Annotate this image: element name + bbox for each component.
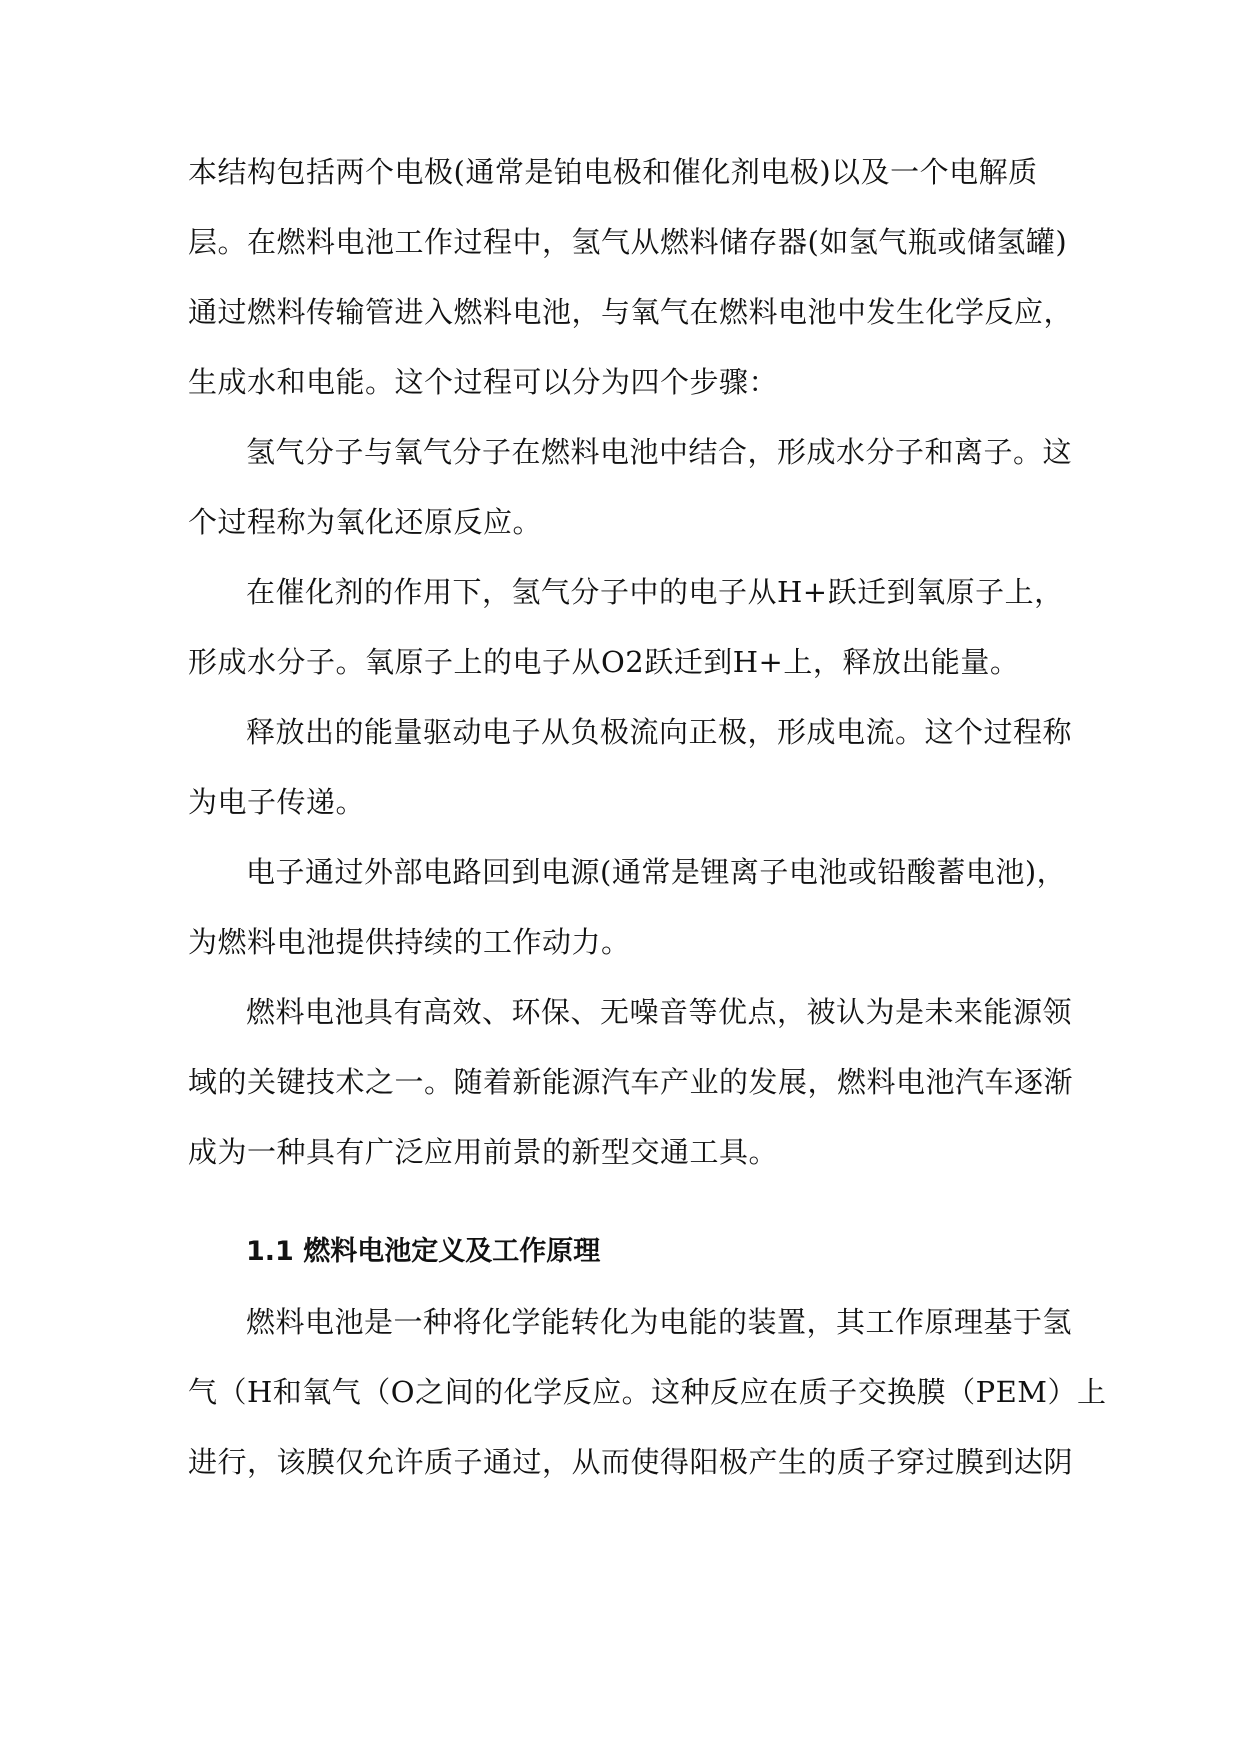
body-line: 进行，该膜仅允许质子通过，从而使得阳极产生的质子穿过膜到达阴 bbox=[188, 1445, 1074, 1479]
section-heading: 1.1 燃料电池定义及工作原理 bbox=[246, 1236, 601, 1267]
body-line: 成为一种具有广泛应用前景的新型交通工具。 bbox=[188, 1135, 779, 1169]
body-line: 生成水和电能。这个过程可以分为四个步骤： bbox=[188, 365, 779, 399]
body-line: 个过程称为氧化还原反应。 bbox=[188, 505, 543, 539]
paragraph-first-line: 燃料电池是一种将化学能转化为电能的装置，其工作原理基于氢 bbox=[246, 1305, 1073, 1339]
paragraph-first-line: 在催化剂的作用下，氢气分子中的电子从H+跃迁到氧原子上， bbox=[246, 575, 1064, 609]
body-line: 气（H和氧气（O之间的化学反应。这种反应在质子交换膜（PEM）上 bbox=[188, 1375, 1107, 1409]
paragraph-first-line: 氢气分子与氧气分子在燃料电池中结合，形成水分子和离子。这 bbox=[246, 435, 1073, 469]
paragraph-first-line: 燃料电池具有高效、环保、无噪音等优点，被认为是未来能源领 bbox=[246, 995, 1073, 1029]
body-line: 为电子传递。 bbox=[188, 785, 366, 819]
paragraph-first-line: 电子通过外部电路回到电源(通常是锂离子电池或铅酸蓄电池)， bbox=[246, 855, 1067, 889]
body-line: 形成水分子。氧原子上的电子从O2跃迁到H+上，释放出能量。 bbox=[188, 645, 1020, 679]
body-line: 为燃料电池提供持续的工作动力。 bbox=[188, 925, 631, 959]
body-line: 层。在燃料电池工作过程中，氢气从燃料储存器(如氢气瓶或储氢罐) bbox=[188, 225, 1068, 259]
body-line: 通过燃料传输管进入燃料电池，与氧气在燃料电池中发生化学反应， bbox=[188, 295, 1074, 329]
paragraph-first-line: 释放出的能量驱动电子从负极流向正极，形成电流。这个过程称 bbox=[246, 715, 1073, 749]
body-line: 本结构包括两个电极(通常是铂电极和催化剂电极)以及一个电解质 bbox=[188, 155, 1038, 189]
body-line: 域的关键技术之一。随着新能源汽车产业的发展，燃料电池汽车逐渐 bbox=[188, 1065, 1074, 1099]
